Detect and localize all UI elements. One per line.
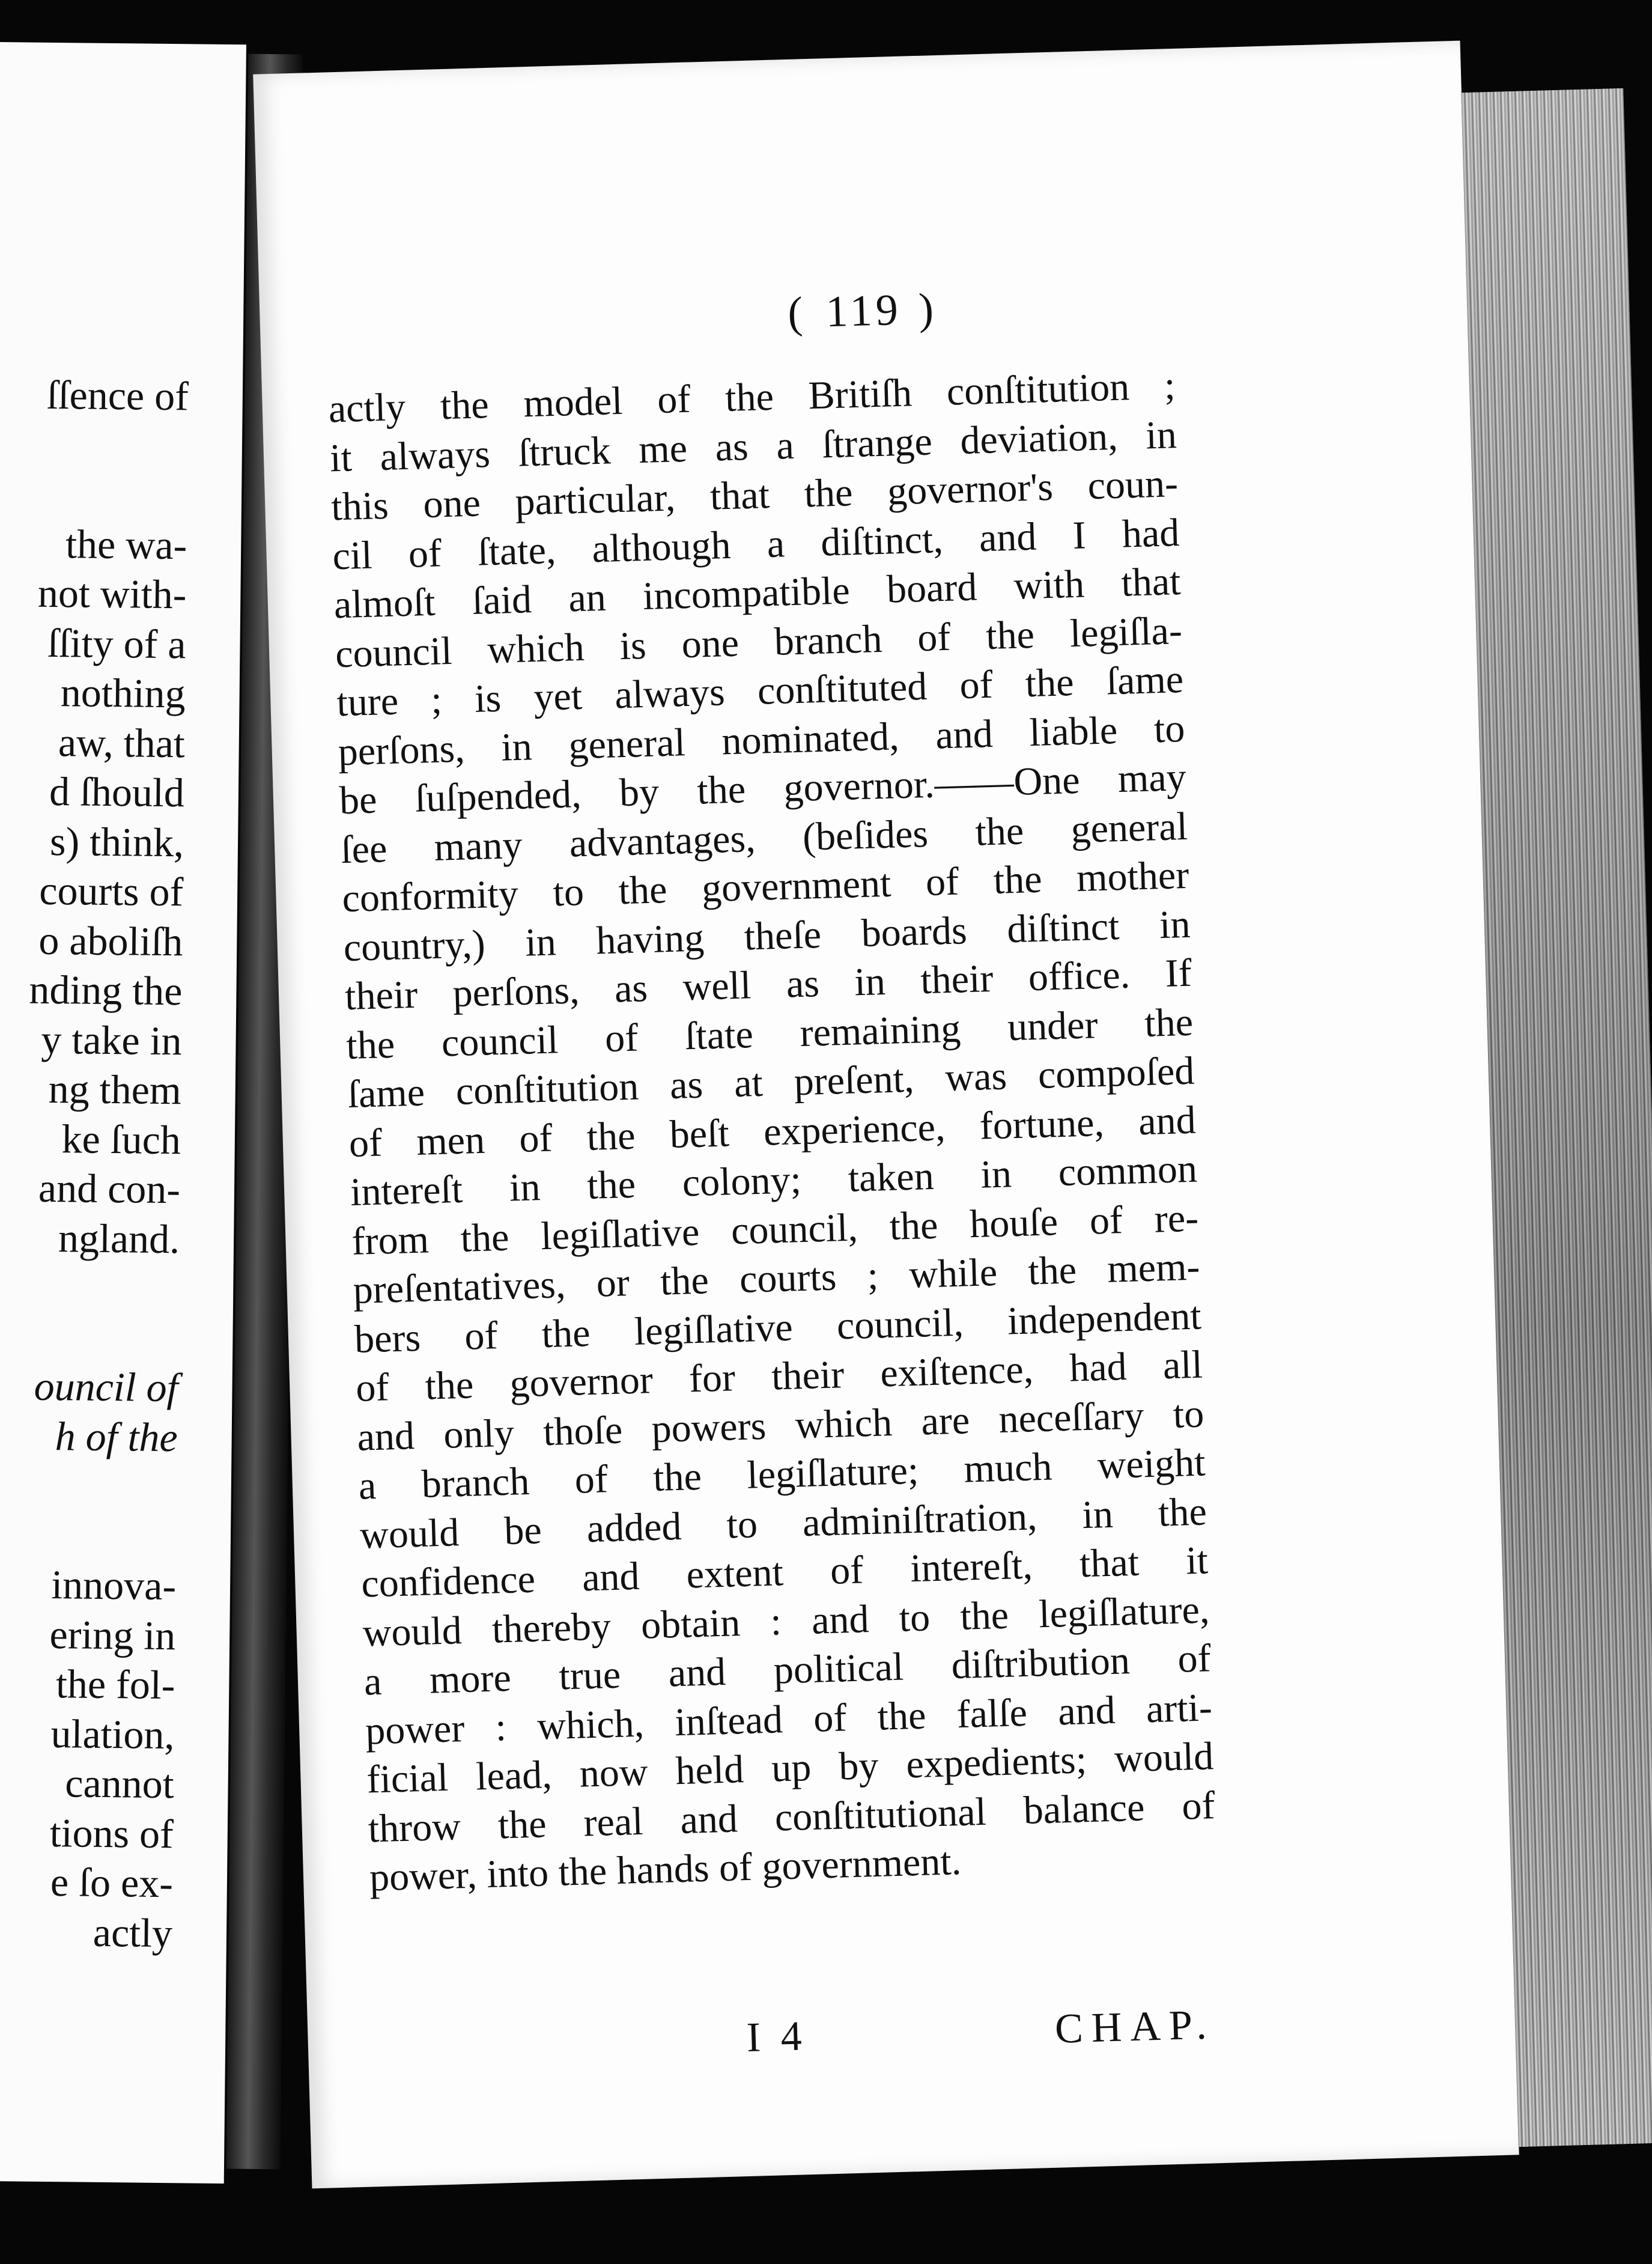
text-line: a more true and political diſtribution of	[363, 1636, 1212, 1704]
text-line: intereſt in the colony; taken in common	[350, 1146, 1198, 1214]
text-line: ſame conſtitution as at preſent, was compoſed	[347, 1048, 1195, 1116]
text-line: throw the real and conſtitutional balance of	[367, 1783, 1216, 1851]
page-footer	[374, 2001, 1222, 2078]
text-line: preſentatives, or the courts ; while the mem-	[352, 1244, 1201, 1312]
left-text-line	[25, 1312, 179, 1363]
text-line: actly the model of the Britiſh conſtitution ;	[327, 364, 1176, 431]
left-text-line: ering in	[49, 1611, 176, 1658]
catchword: CHAP.	[1054, 2001, 1216, 2053]
left-text-line: d ſhould	[49, 768, 185, 816]
left-text-line: not with-	[37, 570, 187, 618]
text-line: council which is one branch of the legiſla-	[335, 608, 1183, 676]
page-header	[260, 269, 1468, 353]
text-line: would be added to adminiſtration, in the	[359, 1489, 1207, 1557]
left-text-line: nding the	[29, 966, 183, 1014]
text-line: be ſuſpended, by the governor.——One may	[339, 755, 1187, 823]
text-line: ficial lead, now held up by expedients; would	[366, 1734, 1215, 1802]
page-number: 119	[825, 285, 902, 337]
left-text-line: courts of	[38, 867, 184, 915]
left-text-line: ſſity of a	[47, 619, 186, 667]
left-text-line: e ſo ex-	[50, 1859, 174, 1906]
text-line: a branch of the legiſlature; much weight	[357, 1440, 1206, 1508]
left-text-line: ke ſuch	[61, 1115, 181, 1163]
text-line: and only thoſe powers which are neceſſary to	[356, 1391, 1205, 1459]
left-text-line	[23, 1461, 177, 1512]
left-text-line: ouncil of	[34, 1363, 178, 1411]
text-line: bers of the legiſlative council, independent	[354, 1293, 1202, 1362]
text-line: from the legiſlative council, the houſe of re-	[351, 1196, 1200, 1264]
left-text-line: h of the	[55, 1413, 178, 1460]
left-text-line: y take in	[41, 1016, 183, 1064]
header-close-paren: )	[918, 284, 941, 334]
text-line: ſee many advantages, (beſides the general	[340, 804, 1188, 872]
right-page	[253, 41, 1519, 2189]
left-text-line: actly	[93, 1909, 173, 1956]
left-text-line: ſſence of	[46, 371, 189, 419]
left-text-line: and con-	[38, 1164, 181, 1213]
left-text-line	[34, 469, 188, 520]
left-text-line: tions of	[49, 1809, 174, 1857]
text-line: almoſt ſaid an incompatible board with that	[333, 559, 1182, 627]
left-text-line: o aboliſh	[38, 917, 183, 964]
text-line: country,) in having theſe boards diſtinct in	[342, 902, 1191, 970]
left-facing-page	[0, 42, 246, 2183]
left-text-line: s) think,	[49, 818, 184, 865]
text-line: power, into the hands of government.	[369, 1839, 962, 1900]
header-open-paren: (	[787, 288, 810, 338]
text-line: ture ; is yet always conſtituted of the ſame	[336, 657, 1184, 725]
text-line: would thereby obtain : and to the legiſlature,	[362, 1587, 1210, 1655]
text-line: power : which, inſtead of the falſe and arti-	[365, 1685, 1213, 1753]
text-line: cil of ſtate, although a diſtinct, and I had	[332, 510, 1180, 578]
left-text-line	[35, 419, 189, 470]
text-line: it always ſtruck me as a ſtrange deviation, in	[329, 412, 1177, 480]
text-line: confidence and extent of intereſt, that it	[360, 1538, 1209, 1606]
text-line: the council of ſtate remaining under the	[345, 1000, 1194, 1068]
left-text-line: ngland.	[58, 1214, 180, 1262]
text-line: perſons, in general nominated, and liable to	[337, 706, 1186, 774]
text-line: their perſons, as well as in their office. If	[344, 951, 1192, 1019]
left-text-line: aw, that	[58, 719, 186, 766]
left-text-line	[26, 1262, 180, 1313]
text-line: this one particular, that the governor's coun-	[330, 461, 1179, 529]
signature-mark: I 4	[746, 2013, 807, 2062]
left-text-line: cannot	[65, 1760, 175, 1807]
left-text-line: nothing	[60, 669, 186, 717]
left-page-text-fragments	[19, 370, 189, 1958]
left-text-line: the wa-	[65, 520, 187, 568]
page-body-text	[328, 361, 1217, 1902]
left-text-line: ulation,	[50, 1710, 175, 1757]
text-line: conformity to the government of the mother	[341, 853, 1190, 921]
left-text-line: the fol-	[55, 1661, 175, 1708]
left-text-line	[23, 1510, 177, 1561]
text-line: of the governor for their exiſtence, had all	[355, 1342, 1203, 1410]
left-text-line: innova-	[51, 1562, 177, 1609]
text-line: of men of the beſt experience, fortune, and	[348, 1098, 1197, 1166]
left-text-line: ng them	[48, 1065, 182, 1113]
